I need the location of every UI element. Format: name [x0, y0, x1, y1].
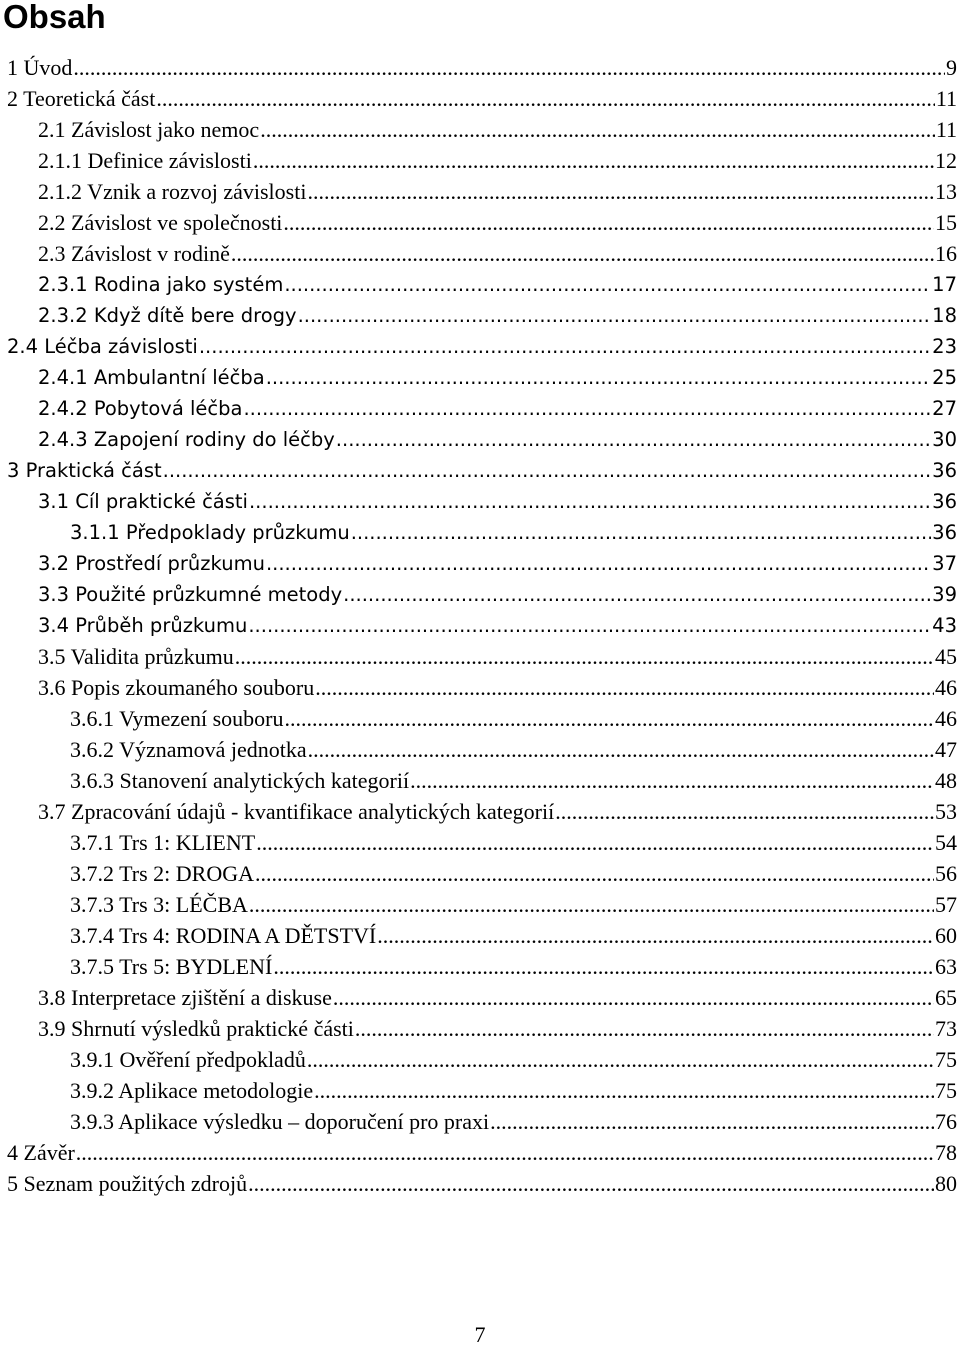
- toc-entry-title: 2.1.2 Vznik a rozvoj závislosti: [38, 179, 307, 204]
- toc-entry[interactable]: [0, 734, 960, 765]
- toc-entry[interactable]: [0, 52, 960, 83]
- toc-dot-leader: [199, 331, 931, 362]
- toc-dot-leader: [314, 1075, 934, 1106]
- toc-entry-title: 3.7.4 Trs 4: RODINA A DĚTSTVÍ: [70, 923, 377, 948]
- toc-entry-page: 37: [932, 552, 957, 575]
- toc-entry[interactable]: [0, 672, 960, 703]
- toc-dot-leader: [231, 238, 934, 269]
- toc-entry-page: 13: [935, 179, 957, 204]
- toc-entry[interactable]: [0, 548, 960, 579]
- toc-entry-title: 2.4.3 Zapojení rodiny do léčby: [38, 428, 335, 451]
- toc-dot-leader: [260, 114, 935, 145]
- toc-entry-page: 75: [935, 1078, 957, 1103]
- toc-entry-title: 3.3 Použité průzkumné metody: [38, 583, 343, 606]
- toc-dot-leader: [248, 610, 931, 641]
- toc-dot-leader: [284, 703, 934, 734]
- toc-entry-page: 53: [935, 799, 957, 824]
- toc-dot-leader: [73, 52, 945, 83]
- toc-entry-title: 2.3 Závislost v rodině: [38, 241, 230, 266]
- toc-entry-page: 46: [935, 706, 957, 731]
- toc-entry-page: 36: [932, 521, 957, 544]
- toc-entry[interactable]: [0, 1075, 960, 1106]
- toc-entry-title: 3.6.2 Významová jednotka: [70, 737, 307, 762]
- toc-entry[interactable]: [0, 796, 960, 827]
- toc-entry-page: 47: [935, 737, 957, 762]
- toc-entry-title: 3.7 Zpracování údajů - kvantifikace analytických kategorií: [38, 799, 555, 824]
- toc-entry-title: 4 Závěr: [7, 1140, 75, 1165]
- toc-entry-page: 11: [935, 86, 957, 111]
- toc-dot-leader: [315, 672, 934, 703]
- toc-dot-leader: [490, 1106, 934, 1137]
- toc-entry[interactable]: [0, 827, 960, 858]
- toc-entry-title: 3.7.1 Trs 1: KLIENT: [70, 830, 256, 855]
- toc-dot-leader: [410, 765, 934, 796]
- toc-dot-leader: [255, 858, 934, 889]
- toc-entry[interactable]: [0, 579, 960, 610]
- toc-entry[interactable]: [0, 393, 960, 424]
- toc-entry-page: 57: [935, 892, 957, 917]
- toc-entry-page: 39: [932, 583, 957, 606]
- toc-entry-page: 43: [932, 614, 957, 637]
- toc-dot-leader: [307, 176, 934, 207]
- toc-dot-leader: [266, 362, 931, 393]
- toc-entry-title: 2.4.2 Pobytová léčba: [38, 397, 243, 420]
- toc-entry-title: 3.6.3 Stanovení analytických kategorií: [70, 768, 410, 793]
- toc-entry-page: 16: [935, 241, 957, 266]
- toc-entry[interactable]: [0, 982, 960, 1013]
- toc-entry-page: 15: [935, 210, 957, 235]
- toc-entry[interactable]: [0, 207, 960, 238]
- toc-entry-title: 1 Úvod: [7, 55, 73, 80]
- toc-entry-title: 3.7.3 Trs 3: LÉČBA: [70, 892, 248, 917]
- toc-dot-leader: [307, 1044, 934, 1075]
- toc-entry[interactable]: [0, 83, 960, 114]
- toc-entry[interactable]: [0, 486, 960, 517]
- toc-entry-page: 46: [935, 675, 957, 700]
- toc-dot-leader: [249, 889, 934, 920]
- toc-dot-leader: [163, 455, 932, 486]
- toc-entry-title: 3.9.3 Aplikace výsledku – doporučení pro praxi: [70, 1109, 490, 1134]
- toc-entry[interactable]: [0, 1106, 960, 1137]
- toc-entry-page: 63: [935, 954, 957, 979]
- toc-entry-title: 2.1 Závislost jako nemoc: [38, 117, 260, 142]
- toc-dot-leader: [351, 517, 931, 548]
- toc-entry[interactable]: [0, 362, 960, 393]
- toc-entry-page: 36: [932, 459, 957, 482]
- toc-dot-leader: [248, 1168, 934, 1199]
- toc-entry[interactable]: [0, 610, 960, 641]
- toc-entry-page: 27: [932, 397, 957, 420]
- toc-entry[interactable]: [0, 1137, 960, 1168]
- toc-entry-title: 3.9.2 Aplikace metodologie: [70, 1078, 314, 1103]
- toc-entry-title: 3.4 Průběh průzkumu: [38, 614, 248, 637]
- toc-entry[interactable]: [0, 1013, 960, 1044]
- toc-entry-page: 9: [946, 55, 957, 80]
- toc-dot-leader: [76, 1137, 934, 1168]
- toc-dot-leader: [266, 548, 931, 579]
- toc-entry[interactable]: [0, 300, 960, 331]
- toc-entry-page: 80: [935, 1171, 957, 1196]
- toc-entry[interactable]: [0, 114, 960, 145]
- toc-entry-title: 2 Teoretická část: [7, 86, 156, 111]
- toc-entry-title: 5 Seznam použitých zdrojů: [7, 1171, 248, 1196]
- toc-dot-leader: [377, 920, 934, 951]
- toc-dot-leader: [235, 641, 934, 672]
- toc-entry[interactable]: [0, 951, 960, 982]
- toc-dot-leader: [355, 1013, 934, 1044]
- toc-entry[interactable]: [0, 455, 960, 486]
- toc-entry-title: 3.9.1 Ověření předpokladů: [70, 1047, 306, 1072]
- toc-entry-page: 65: [935, 985, 957, 1010]
- toc-dot-leader: [253, 145, 934, 176]
- toc-entry-title: 3.5 Validita průzkumu: [38, 644, 234, 669]
- toc-entry-title: 3.6.1 Vymezení souboru: [70, 706, 284, 731]
- toc-entry-page: 78: [935, 1140, 957, 1165]
- toc-entry-page: 18: [932, 304, 957, 327]
- table-of-contents: [0, 52, 960, 1199]
- toc-entry-page: 73: [935, 1016, 957, 1041]
- toc-entry-title: 2.1.1 Definice závislosti: [38, 148, 252, 173]
- toc-entry-title: 3.6 Popis zkoumaného souboru: [38, 675, 315, 700]
- toc-dot-leader: [156, 83, 934, 114]
- toc-entry[interactable]: [0, 424, 960, 455]
- toc-dot-leader: [336, 424, 931, 455]
- toc-dot-leader: [256, 827, 934, 858]
- toc-entry[interactable]: [0, 517, 960, 548]
- toc-entry-page: 25: [932, 366, 957, 389]
- toc-dot-leader: [249, 486, 931, 517]
- toc-dot-leader: [243, 393, 931, 424]
- toc-entry[interactable]: [0, 1168, 960, 1199]
- toc-entry[interactable]: [0, 238, 960, 269]
- toc-entry-page: 23: [932, 335, 957, 358]
- toc-entry-title: 2.3.2 Když dítě bere drogy: [38, 304, 297, 327]
- toc-entry-page: 30: [932, 428, 957, 451]
- toc-dot-leader: [273, 951, 934, 982]
- toc-entry[interactable]: [0, 889, 960, 920]
- toc-entry-title: 3 Praktická část: [7, 459, 162, 482]
- toc-entry-title: 3.7.5 Trs 5: BYDLENÍ: [70, 954, 273, 979]
- toc-entry-title: 3.9 Shrnutí výsledků praktické části: [38, 1016, 354, 1041]
- toc-entry-title: 2.4.1 Ambulantní léčba: [38, 366, 265, 389]
- toc-entry[interactable]: [0, 331, 960, 362]
- toc-entry-title: 3.8 Interpretace zjištění a diskuse: [38, 985, 332, 1010]
- toc-dot-leader: [298, 300, 932, 331]
- toc-entry-title: 2.3.1 Rodina jako systém: [38, 273, 284, 296]
- toc-dot-leader: [555, 796, 934, 827]
- toc-dot-leader: [343, 579, 931, 610]
- toc-entry-page: 11: [935, 117, 957, 142]
- toc-entry-page: 48: [935, 768, 957, 793]
- toc-entry[interactable]: [0, 145, 960, 176]
- toc-entry-page: 54: [935, 830, 957, 855]
- toc-entry-page: 76: [935, 1109, 957, 1134]
- toc-entry-page: 12: [935, 148, 957, 173]
- toc-entry-title: 2.4 Léčba závislosti: [7, 335, 198, 358]
- toc-entry-page: 75: [935, 1047, 957, 1072]
- toc-entry[interactable]: [0, 641, 960, 672]
- toc-entry-page: 56: [935, 861, 957, 886]
- toc-entry-page: 60: [935, 923, 957, 948]
- toc-entry[interactable]: [0, 176, 960, 207]
- toc-entry-title: 3.7.2 Trs 2: DROGA: [70, 861, 254, 886]
- toc-entry[interactable]: [0, 703, 960, 734]
- toc-entry-page: 36: [932, 490, 957, 513]
- toc-dot-leader: [308, 734, 934, 765]
- page-title: Obsah: [3, 0, 106, 35]
- toc-entry[interactable]: [0, 858, 960, 889]
- toc-entry[interactable]: [0, 1044, 960, 1075]
- toc-entry-title: 3.1.1 Předpoklady průzkumu: [70, 521, 350, 544]
- toc-entry-page: 17: [932, 273, 957, 296]
- toc-entry-page: 45: [935, 644, 957, 669]
- toc-entry-title: 3.2 Prostředí průzkumu: [38, 552, 265, 575]
- toc-entry-title: 3.1 Cíl praktické části: [38, 490, 248, 513]
- toc-entry-title: 2.2 Závislost ve společnosti: [38, 210, 283, 235]
- toc-dot-leader: [284, 269, 931, 300]
- toc-dot-leader: [333, 982, 934, 1013]
- toc-entry[interactable]: [0, 269, 960, 300]
- toc-entry[interactable]: [0, 765, 960, 796]
- toc-dot-leader: [283, 207, 934, 238]
- toc-entry[interactable]: [0, 920, 960, 951]
- page-number: 7: [474, 1322, 486, 1347]
